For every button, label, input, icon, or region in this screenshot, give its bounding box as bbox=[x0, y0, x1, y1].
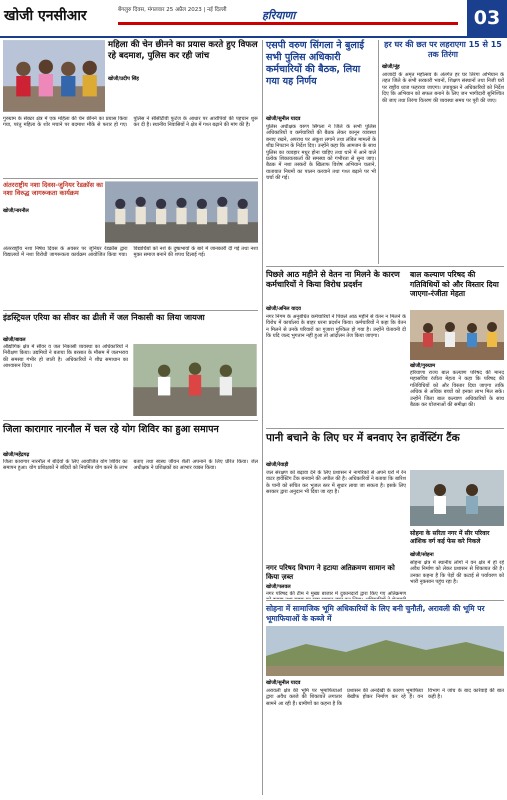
story-water-byline: खोजी/रेवाड़ी bbox=[266, 462, 289, 468]
story-salary-text: नगर निगम के अनुबंधित कर्मचारियों ने पिछले आठ महीने से वेतन न मिलने के विरोध में कार्यालय के बाहर धरना प्रदर्शन किया। कर्मचारियों ने कहा कि वेतन न मिलने से उनके परिवारों का गुजारा मुश्किल हो गया है। उन्होंने चेतावनी दी कि यदि जल्द भुगतान नहीं हुआ तो आंदोलन तेज किया जाएगा। bbox=[266, 314, 406, 340]
top-story-text: पुलिस अधीक्षक वरुण सिंगला ने जिले के सभी पुलिस अधिकारियों व कर्मचारियों की बैठक लेकर कानून व्यवस्था बनाए रखने, अपराध पर अंकुश लगाने तथा लंबित मामलों के शीघ्र निपटान के निर्देश दिए। उन्होंने कहा कि आमजन के साथ पुलिस का व्यवहार मधुर होना चाहिए तथा थाने में आने वाले प्रत्येक शिकायतकर्ता की समस्या को गंभीरता से सुना जाए। बैठक में नशा तस्करों के खिलाफ विशेष अभियान चलाने, यातायात नियमों का पालन करवाने तथा गश्त बढ़ाने पर भी चर्चा की गई। bbox=[266, 124, 376, 182]
story-court-body bbox=[3, 459, 258, 794]
story-gym-byline: खोजी/नारनौल bbox=[3, 208, 29, 214]
story-child-byline: खोजी/गुरुग्राम bbox=[410, 363, 436, 369]
photo-water bbox=[410, 470, 504, 526]
divider bbox=[266, 428, 504, 429]
story-industry-headline: इंडस्ट्रियल एरिया का सीवर का ढीली में जल निकासी का लिया जायजा bbox=[3, 313, 205, 322]
divider bbox=[266, 266, 504, 267]
masthead bbox=[0, 0, 507, 38]
story-court-text: जिला कारागार नारनौल में बंदियों के लिए आयोजित योग शिविर का समापन हुआ। योग प्रशिक्षकों ने बंदियों को नियमित योग करने के लाभ बताए तथा स्वस्थ जीवन शैली अपनाने के लिए प्रेरित किया। जेल अधीक्षक ने प्रशिक्षकों का आभार व्यक्त किया। bbox=[3, 459, 258, 472]
photo-water-image bbox=[410, 470, 504, 526]
divider bbox=[3, 178, 258, 179]
photo-land-image bbox=[266, 626, 504, 676]
story-encroach-body bbox=[266, 591, 406, 599]
story-forest-text: सोहना क्षेत्र में स्थानीय लोगों ने वन क्षेत्र में हो रहे अवैध निर्माण को लेकर प्रशासन से शिकायत की है। उनका कहना है कि पेड़ों की कटाई से पर्यावरण को भारी नुकसान पहुंच रहा है। bbox=[410, 560, 504, 586]
story-encroach-text: नगर परिषद की टीम ने मुख्य बाजार में दुकानदारों द्वारा किए गए अतिक्रमण bbox=[266, 591, 406, 597]
story-land-headline: सोहना में सामाजिक भूमि अधिकारियों के लिए बनी चुनौती, अरावली की भूमि पर भूमाफियाओं के कब्जे में bbox=[266, 604, 485, 623]
story-salary-body bbox=[266, 314, 406, 424]
story-water-text: जल संरक्षण को बढ़ावा देने के लिए प्रशासन ने नागरिकों से अपने घरों में रेन वाटर हार्वेस्टिंग टैंक बनवाने की अपील की है। अधिकारियों ने बताया कि बारिश के पानी को संचित कर भूजल स्तर में सुधार लाया जा सकता है। इसके लिए सरकार द्वारा अनुदान भी दिया जा रहा है। bbox=[266, 470, 406, 496]
story-gym-headline: अंतरराष्ट्रीय नशा दिवस-जुनियर रेडक्रॉस का नशा विरुद्ध जागरूकता कार्यक्रम bbox=[3, 181, 103, 197]
divider bbox=[266, 600, 504, 601]
story-land-body bbox=[266, 688, 504, 794]
story-forest-byline: खोजी/सोहना bbox=[410, 552, 434, 558]
photo-industry-image bbox=[132, 344, 258, 416]
story-women-text: गुरुग्राम के सेक्टर क्षेत्र में एक महिला की चेन छीनने का प्रयास किया गया, परंतु महिला के शोर मचाने पर बदमाश मौके से फरार हो गए। पुलिस ने सीसीटीवी फुटेज के आधार पर आरोपियों की पहचान शुरू कर दी है। स्थानीय निवासियों ने क्षेत्र में गश्त बढ़ाने की मांग की है। bbox=[3, 116, 258, 129]
story-water-body bbox=[266, 470, 406, 560]
sidebar-top-text: आजादी के अमृत महोत्सव के अंतर्गत हर घर तिरंगा अभियान के तहत जिले के सभी सरकारी भवनों, शिक्षण संस्थानों तथा निजी घरों पर राष्ट्रीय ध्वज फहराया जाएगा। उपायुक्त ने अधिकारियों को निर्देश दिए कि अभियान को सफल बनाने के लिए जन भागीदारी सुनिश्चित की जाए तथा तिरंगा वितरण की व्यवस्था समय पर पूरी की जाए। bbox=[382, 72, 504, 104]
photo-industry bbox=[132, 344, 258, 416]
photo-women bbox=[3, 40, 105, 112]
story-salary-headline: पिछले आठ महीने से वेतन ना मिलने के कारण कर्मचारियों ने किया विरोध प्रदर्शन bbox=[266, 270, 400, 289]
story-forest-body bbox=[410, 560, 504, 596]
masthead-logo: खोजी एनसीआर bbox=[4, 8, 87, 24]
story-water-headline: पानी बचाने के लिए घर में बनवाए रेन हार्वेस्टिंग टैंक bbox=[266, 432, 460, 444]
story-child-headline: बाल कल्याण परिषद की गतिविधियों को और विस्तार दिया जाएगा-रंजीता मेहता bbox=[410, 270, 499, 298]
story-industry-text: औद्योगिक क्षेत्र में सीवर व जल निकासी व्यवस्था का अधिकारियों ने निरीक्षण किया। उद्यमियों ने बताया कि बरसात के मौसम में जलभराव की समस्या गंभीर हो जाती है। अधिकारियों ने शीघ्र समाधान का आश्वासन दिया। bbox=[3, 344, 128, 370]
top-story-body bbox=[266, 124, 376, 264]
story-land-text: अरावली क्षेत्र की भूमि पर भूमाफियाओं द्वारा अवैध कब्जे की शिकायतें लगातार सामने आ रही हैं। ग्रामीणों का कहना है कि प्रशासन की अनदेखी के कारण भूमाफिया बेखौफ होकर निर्माण कर रहे हैं। वन विभाग ने जांच के बाद कार्रवाई की बात कही है। bbox=[266, 688, 504, 707]
story-salary-byline: खोजी/अनिल यादव bbox=[266, 306, 301, 312]
story-encroach-byline: खोजी/पलवल bbox=[266, 584, 291, 590]
sidebar-top-byline: खोजी/नूंह bbox=[382, 64, 400, 70]
photo-land bbox=[266, 626, 504, 676]
story-industry-body bbox=[3, 344, 128, 414]
story-encroach-headline: नगर परिषद विभाग ने हटाया अतिक्रमण सामान को किया ज़ब्त bbox=[266, 564, 395, 581]
sidebar-top-headline: हर घर की छत पर लहराएगा 15 से 15 तक तिरंगा bbox=[384, 40, 502, 59]
photo-gym-image bbox=[105, 181, 258, 243]
story-women-byline: खोजी/प्रदीप सिंह bbox=[108, 76, 139, 82]
photo-child bbox=[410, 310, 504, 360]
sidebar-top-body bbox=[382, 72, 504, 262]
top-story-byline: खोजी/सुनील यादव bbox=[266, 116, 301, 122]
masthead-meta: बेंगलुरु दिवस, मंगलवार 25 अप्रैल 2023 | नई दिल्ली bbox=[118, 7, 227, 13]
photo-women-image bbox=[3, 40, 105, 112]
page-number: 03 bbox=[467, 0, 507, 36]
divider bbox=[3, 420, 258, 421]
story-gym-body bbox=[3, 246, 258, 308]
story-child-body bbox=[410, 370, 504, 424]
photo-child-image bbox=[410, 310, 504, 360]
photo-gym bbox=[105, 181, 258, 243]
story-forest-headline: सोहना के सरिता नगर में सीर परिवार आंशिक वर्ग कई फेस करे निकले bbox=[410, 530, 490, 545]
divider bbox=[3, 310, 258, 311]
column-divider bbox=[262, 40, 263, 795]
top-story-headline: एसपी वरुण सिंगला ने बुलाई सभी पुलिस अधिकारी कर्मचारियों की बैठक, लिया गया यह निर्णय bbox=[266, 40, 364, 87]
story-gym-text: अंतरराष्ट्रीय नशा निषेध दिवस के अवसर पर जूनियर रेडक्रॉस द्वारा विद्यालयों में नशा विरोधी जागरूकता कार्यक्रम आयोजित किया गया। विद्यार्थियों को नशे के दुष्प्रभावों के बारे में जानकारी दी गई तथा नशा मुक्त समाज बनाने की शपथ दिलाई गई। bbox=[3, 246, 258, 259]
section-title: हरियाणा bbox=[262, 9, 296, 22]
story-women-headline: महिला की चेन छीनने का प्रयास करते हुए विफल रहे बदमाश, पुलिस कर रही जांच bbox=[108, 40, 258, 61]
story-industry-byline: खोजी/बावल bbox=[3, 337, 26, 343]
story-women-body bbox=[3, 116, 258, 176]
column-divider bbox=[378, 40, 379, 264]
story-land-byline: खोजी/सुनील यादव bbox=[266, 680, 301, 686]
story-child-text: हरियाणा राज्य बाल कल्याण परिषद की मानद महासचिव रंजीता मेहता ने कहा कि परिषद की गतिविधियों को और विस्तार दिया जाएगा ताकि अधिक से अधिक बच्चों को इनका लाभ मिल सके। उन्होंने जिला बाल कल्याण अधिकारियों के साथ बैठक कर योजनाओं की समीक्षा की। bbox=[410, 370, 504, 409]
story-court-headline: जिला कारागार नारनौल में चल रहे योग शिविर का हुआ समापन bbox=[3, 424, 219, 435]
story-court-byline: खोजी/महेंद्रगढ़ bbox=[3, 452, 30, 458]
